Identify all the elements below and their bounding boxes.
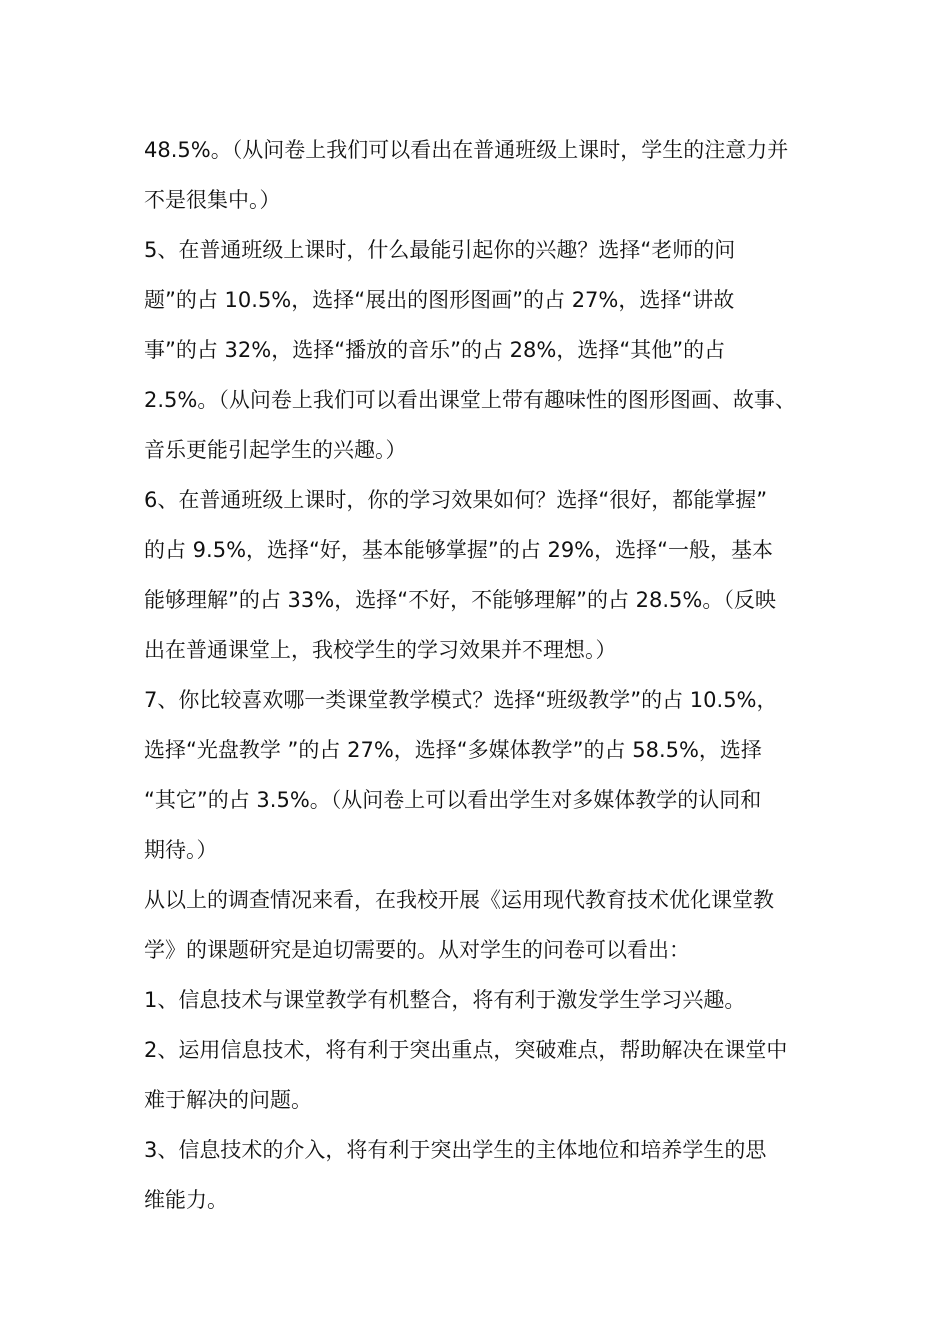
text-line: 5、在普通班级上课时，什么最能引起你的兴趣？选择“老师的问 [144, 238, 736, 262]
text-line: 从以上的调查情况来看，在我校开展《运用现代教育技术优化课堂教 [144, 888, 774, 912]
text-line: 2、运用信息技术，将有利于突出重点，突破难点，帮助解决在课堂中 [144, 1038, 788, 1062]
text-line: 7、你比较喜欢哪一类课堂教学模式？选择“班级教学”的占 10.5%， [144, 688, 778, 712]
text-line: 维能力。 [144, 1188, 228, 1212]
text-line: 6、在普通班级上课时，你的学习效果如何？选择“很好，都能掌握” [144, 488, 768, 512]
text-line: 的占 9.5%，选择“好，基本能够掌握”的占 29%，选择“一般，基本 [144, 538, 774, 562]
text-line: 能够理解”的占 33%，选择“不好，不能够理解”的占 28.5%。（反映 [144, 588, 776, 612]
text-line: 1、信息技术与课堂教学有机整合，将有利于激发学生学习兴趣。 [144, 988, 746, 1012]
text-line: 事”的占 32%，选择“播放的音乐”的占 28%，选择“其他”的占 [144, 338, 726, 362]
text-line: 期待。） [144, 838, 218, 862]
text-line: 题”的占 10.5%，选择“展出的图形图画”的占 27%，选择“讲故 [144, 288, 735, 312]
text-line: 不是很集中。） [144, 188, 281, 212]
text-line: 48.5%。（从问卷上我们可以看出在普通班级上课时，学生的注意力并 [144, 138, 789, 162]
text-line: 3、信息技术的介入，将有利于突出学生的主体地位和培养学生的思 [144, 1138, 767, 1162]
text-line: 选择“光盘教学 ”的占 27%，选择“多媒体教学”的占 58.5%，选择 [144, 738, 762, 762]
text-line: 音乐更能引起学生的兴趣。） [144, 438, 407, 462]
text-line: 学》的课题研究是迫切需要的。从对学生的问卷可以看出： [144, 938, 690, 962]
text-line: 2.5%。（从问卷上我们可以看出课堂上带有趣味性的图形图画、故事、 [144, 388, 796, 412]
text-line: “其它”的占 3.5%。（从问卷上可以看出学生对多媒体教学的认同和 [144, 788, 762, 812]
text-line: 出在普通课堂上，我校学生的学习效果并不理想。） [144, 638, 617, 662]
text-line: 难于解决的问题。 [144, 1088, 312, 1112]
